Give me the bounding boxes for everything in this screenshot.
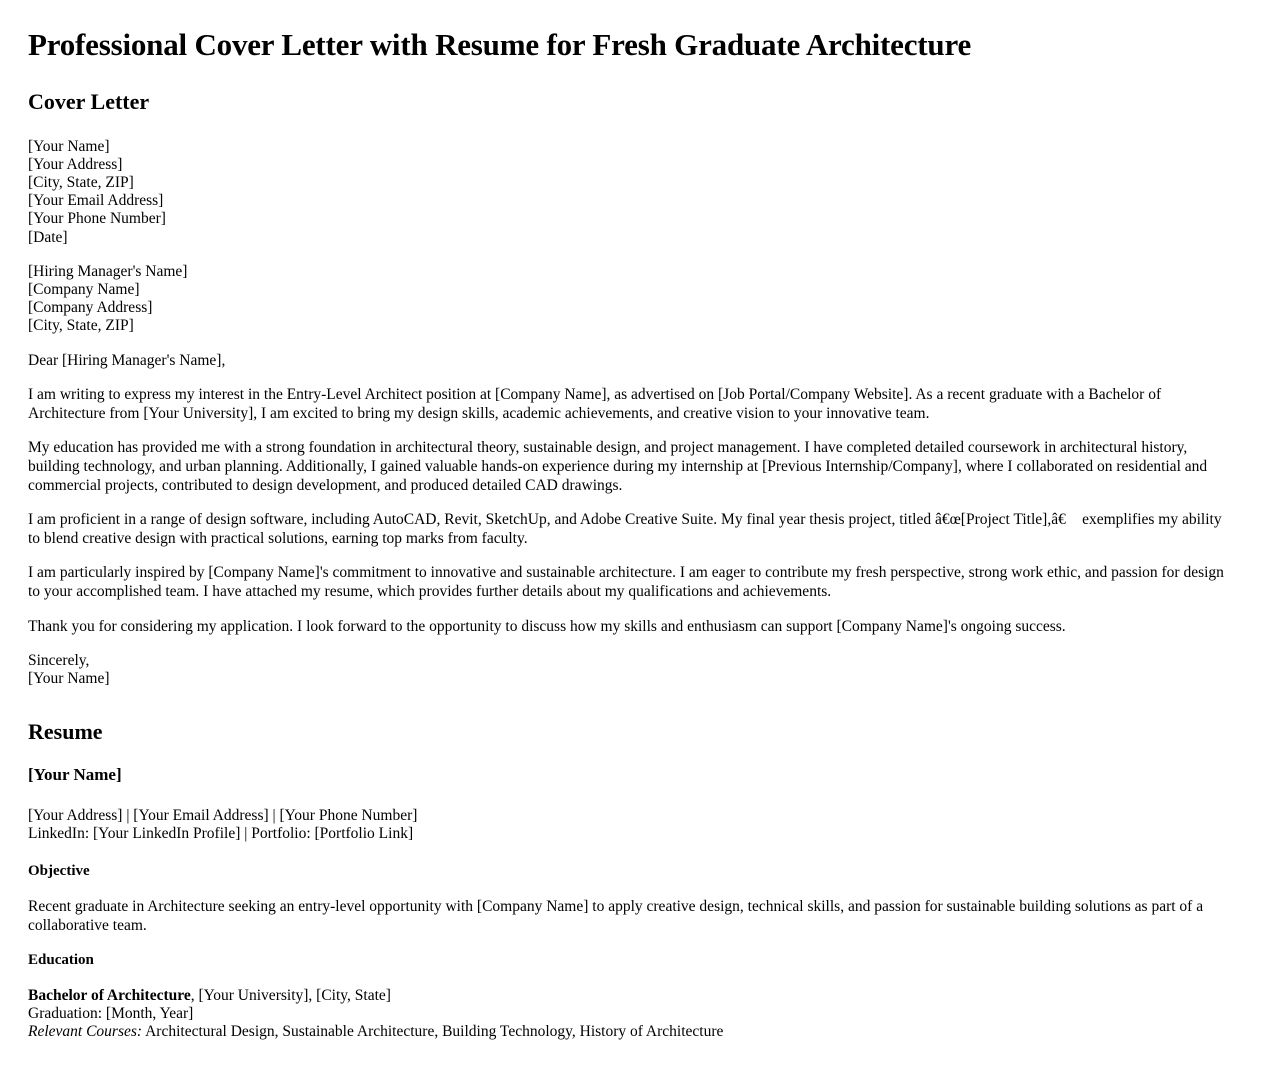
sender-name: [Your Name] [28,137,110,155]
salutation: Dear [Hiring Manager's Name], [28,351,226,369]
education-degree: Bachelor of Architecture [28,986,191,1004]
closing-name: [Your Name] [28,670,110,688]
resume-education-entry [28,987,1235,1042]
sender-contact-block [28,138,1235,247]
signature-block [28,652,1235,688]
education-courses-text: Architectural Design, Sustainable Architecture, Building Technology, History of Architecture [142,1022,724,1040]
sender-city-state-zip: [City, State, ZIP] [28,173,134,191]
education-degree-line [28,987,1235,1005]
resume-objective-heading: Objective [28,863,90,880]
education-courses-line [28,1023,1235,1041]
resume-contact-line-2: LinkedIn: [Your LinkedIn Profile] | Portfolio: [Portfolio Link] [28,825,414,843]
resume-education-heading: Education [28,951,94,968]
resume-contact-line-1: [Your Address] | [Your Email Address] | [Your Phone Number] [28,806,418,824]
recipient-block [28,263,1235,336]
sender-phone: [Your Phone Number] [28,210,166,228]
cover-letter-paragraph-3: I am proficient in a range of design software, including AutoCAD, Revit, SketchUp, and Adobe Creative Suite. My final year thesis project, titled â€œ[Project Title],â€ exemplifies my ability to blend creative design with practical solutions, earning top marks from faculty. [28,511,1222,547]
cover-letter-paragraph-2: My education has provided me with a strong foundation in architectural theory, sustainable design, and project management. I have completed detailed coursework in architectural history, building technology, and urban planning. Additionally, I gained valuable hands-on experience during my internship at [Previous Internship/Company], where I collaborated on residential and commercial projects, contributed to design development, and produced detailed CAD drawings. [28,439,1208,494]
closing-salutation: Sincerely, [28,652,90,670]
resume-contact-block [28,807,1235,843]
recipient-city-state-zip: [City, State, ZIP] [28,317,134,335]
resume-candidate-name: [Your Name] [28,764,122,784]
education-graduation: Graduation: [Month, Year] [28,1004,194,1022]
education-school: , [Your University], [City, State] [190,986,391,1004]
cover-letter-paragraph-4: I am particularly inspired by [Company Name]'s commitment to innovative and sustainable architecture. I am eager to contribute my fresh perspective, strong work ethic, and passion for design to your accomplished team. I have attached my resume, which provides further details about my qualifications and achievements. [28,564,1224,600]
recipient-manager-name: [Hiring Manager's Name] [28,262,188,280]
letter-date: [Date] [28,228,68,246]
resume-objective-text: Recent graduate in Architecture seeking an entry-level opportunity with [Company Name] to apply creative design, technical skills, and passion for sustainable building solutions as part of a collaborative team. [28,898,1204,934]
page-title: Professional Cover Letter with Resume for Fresh Graduate Architecture [28,27,972,62]
cover-letter-paragraph-5: Thank you for considering my application. I look forward to the opportunity to discuss how my skills and enthusiasm can support [Company Name]'s ongoing success. [28,617,1066,635]
recipient-company-name: [Company Name] [28,281,140,298]
sender-email: [Your Email Address] [28,192,164,210]
recipient-company-address: [Company Address] [28,299,153,317]
section-heading-cover-letter: Cover Letter [28,89,150,115]
cover-letter-paragraph-1: I am writing to express my interest in the Entry-Level Architect position at [Company Name], as advertised on [Job Portal/Company Website]. As a recent graduate with a Bachelor of Architecture from [Your University], I am excited to bring my design skills, academic achievements, and creative vision to your innovative team. [28,386,1162,422]
sender-address: [Your Address] [28,155,123,173]
section-heading-resume: Resume [28,718,103,744]
education-courses-label: Relevant Courses: [28,1022,143,1040]
